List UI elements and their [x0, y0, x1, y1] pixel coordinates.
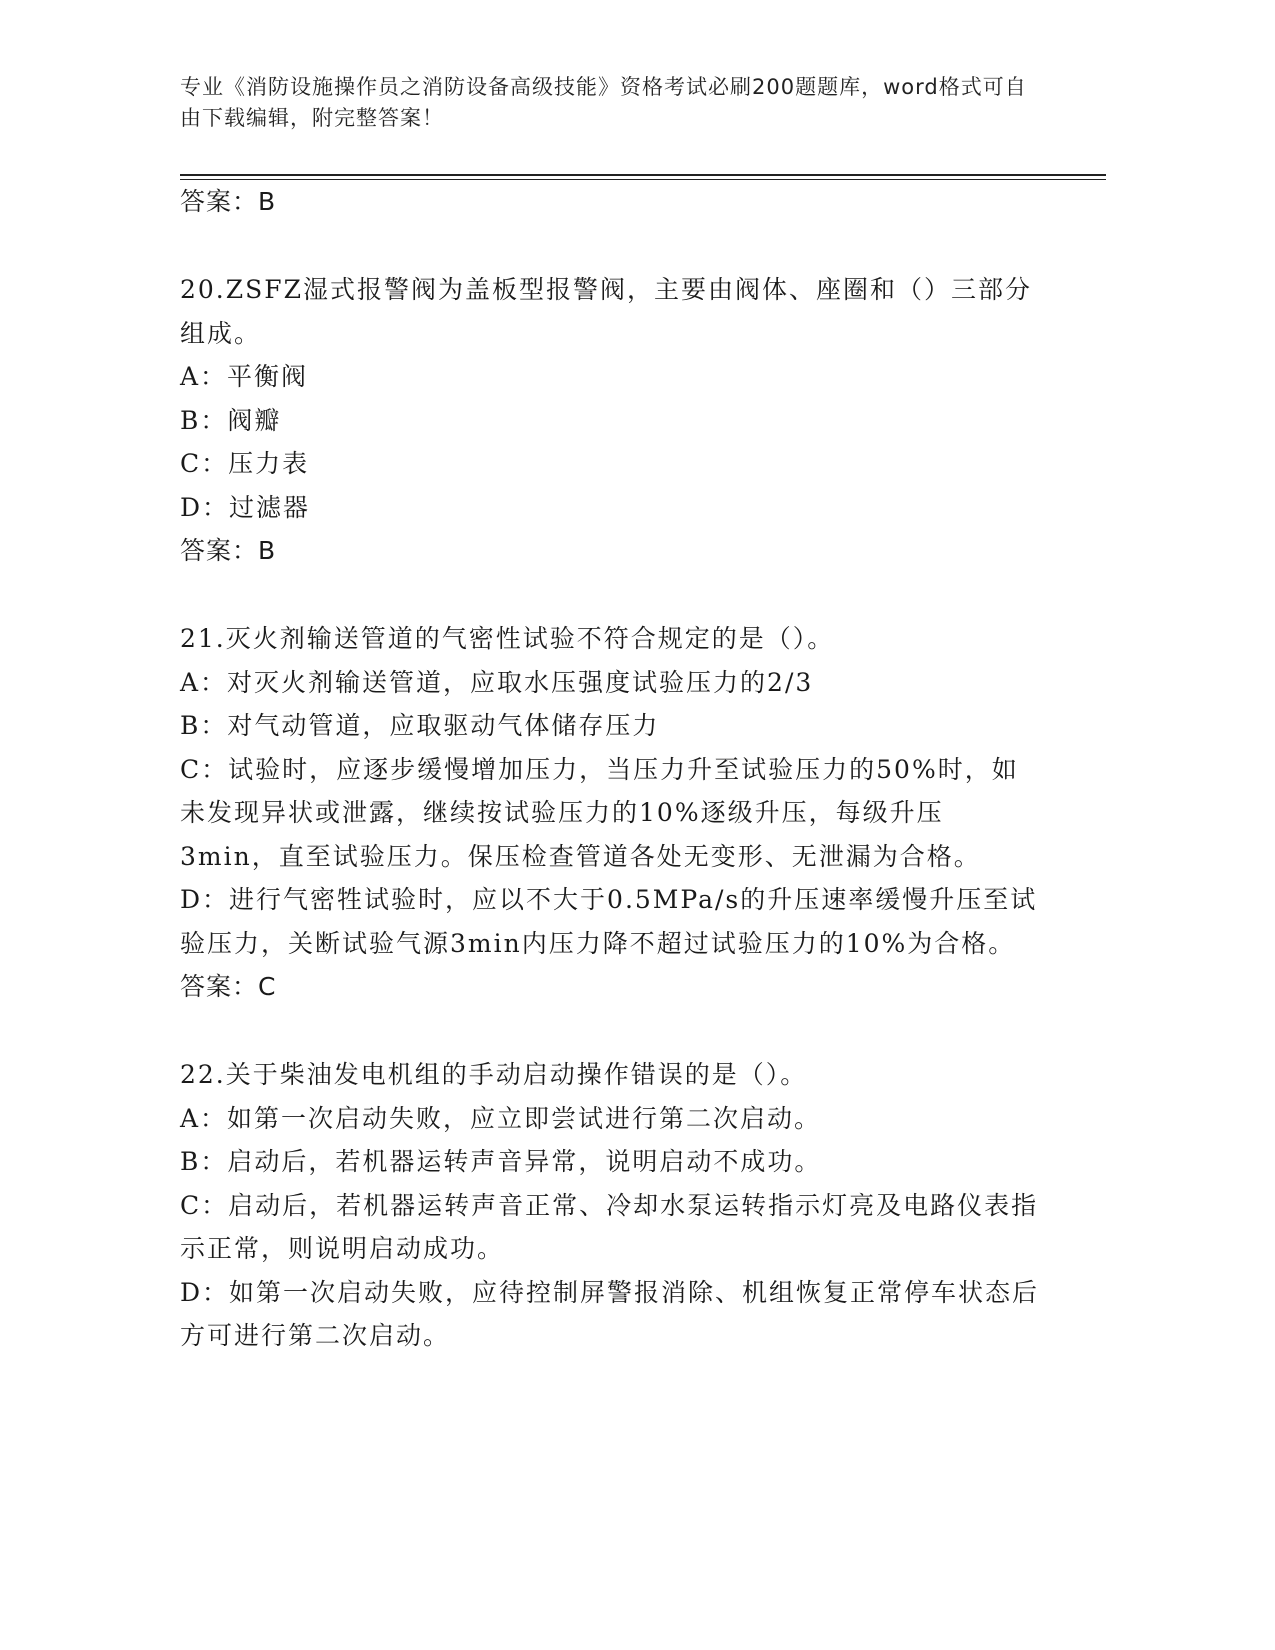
spacer [180, 573, 1040, 617]
option-b: B：对气动管道，应取驱动气体储存压力 [180, 711, 660, 740]
option-b: B：阀瓣 [180, 405, 282, 435]
question-text: 20.ZSFZ湿式报警阀为盖板型报警阀，主要由阀体、座圈和（）三部分组成。 [180, 275, 1032, 348]
question-text: 21.灭火剂输送管道的气密性试验不符合规定的是（）。 [180, 624, 835, 653]
header-divider-thick [180, 174, 1106, 176]
option-d: D：进行气密牲试验时，应以不大于0.5MPa/s的升压速率缓慢升压至试验压力，关断试验气源3min内压力降不超过试验压力的10%为合格。 [180, 885, 1038, 958]
question-21 [180, 617, 1040, 1009]
answer-previous: 答案：B [180, 187, 277, 216]
answer: 答案：C [180, 972, 277, 1001]
option-d: D：如第一次启动失败，应待控制屏警报消除、机组恢复正常停车状态后方可进行第二次启动。 [180, 1277, 1040, 1350]
question-20 [180, 268, 1040, 573]
option-a: A：平衡阀 [180, 362, 309, 391]
spacer [180, 1009, 1040, 1053]
option-c: C：启动后，若机器运转声音正常、冷却水泵运转指示灯亮及电路仪表指示正常，则说明启动成功。 [180, 1190, 1039, 1263]
answer: 答案：B [180, 536, 277, 565]
document-content [180, 180, 1040, 1358]
question-22 [180, 1053, 1040, 1358]
option-d: D：过滤器 [180, 492, 311, 522]
option-b: B：启动后，若机器运转声音异常，说明启动不成功。 [180, 1147, 822, 1176]
option-a: A：如第一次启动失败，应立即尝试进行第二次启动。 [180, 1103, 822, 1133]
option-a: A：对灭火剂输送管道，应取水压强度试验压力的2/3 [180, 667, 814, 697]
spacer [180, 224, 1040, 268]
question-text: 22.关于柴油发电机组的手动启动操作错误的是（）。 [180, 1060, 808, 1089]
option-c: C：试验时，应逐步缓慢增加压力，当压力升至试验压力的50%时，如未发现异状或泄露，继续按试验压力的10%逐级升压，每级升压3min，直至试验压力。保压检查管道各处无变形、无泄漏为合格。 [180, 754, 1019, 871]
option-c: C：压力表 [180, 449, 310, 478]
page-header-text: 专业《消防设施操作员之消防设备高级技能》资格考试必刷200题题库，word格式可自由下载编辑，附完整答案！ [180, 75, 1027, 130]
